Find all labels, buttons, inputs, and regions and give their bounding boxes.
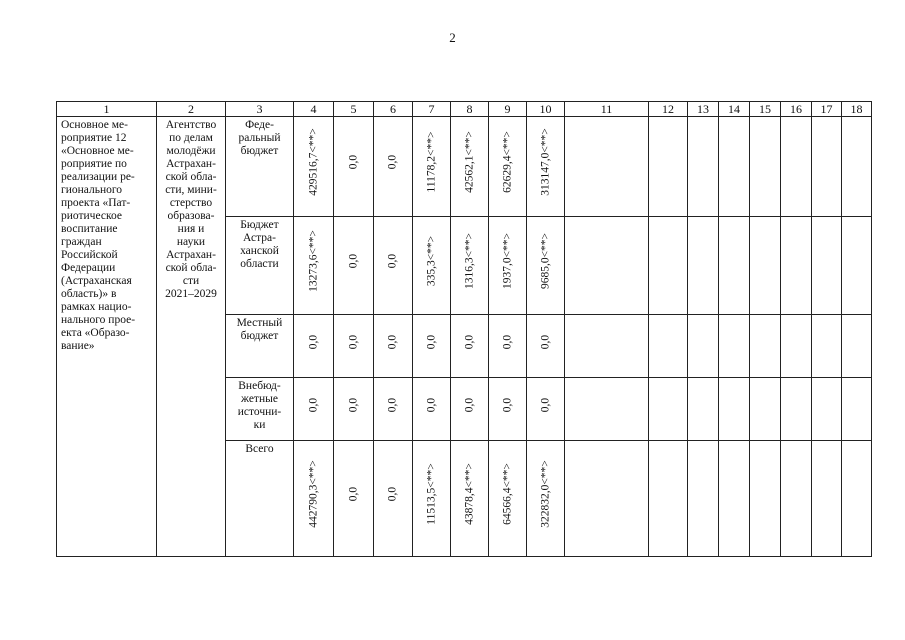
value-text: 62629,4<**> [501, 131, 513, 193]
text-line: роприятие 12 [61, 132, 127, 144]
header-cell: 14 [719, 102, 750, 117]
value-cell [489, 315, 527, 378]
text-line: Всего [245, 443, 274, 455]
header-cell: 12 [649, 102, 688, 117]
empty-cell [812, 217, 842, 315]
empty-cell [719, 315, 750, 378]
value-cell [334, 117, 374, 217]
value-text: 0,0 [386, 486, 399, 502]
value-cell [489, 441, 527, 557]
empty-cell [781, 217, 812, 315]
value-box [451, 121, 488, 203]
empty-cell [842, 117, 872, 217]
header-cell: 2 [157, 102, 226, 117]
value-box [334, 382, 373, 427]
text-line: Бюджет [240, 219, 279, 231]
value-cell [374, 441, 413, 557]
value-text: 0,0 [386, 154, 399, 170]
text-line: «Основное ме- [61, 145, 134, 157]
empty-cell [842, 217, 872, 315]
value-box [451, 382, 488, 427]
table-row [57, 117, 872, 217]
empty-cell [565, 217, 649, 315]
value-cell [374, 378, 413, 441]
value-box [294, 319, 333, 364]
value-box [374, 121, 412, 203]
funding-source-cell [226, 217, 294, 315]
empty-cell [812, 378, 842, 441]
text-line: Астрахан- [166, 249, 216, 261]
value-cell [374, 117, 413, 217]
value-box [294, 445, 333, 543]
value-box [334, 319, 373, 364]
header-cell: 4 [294, 102, 334, 117]
empty-cell [750, 217, 781, 315]
empty-cell [719, 441, 750, 557]
header-cell: 7 [413, 102, 451, 117]
value-text: 429516,7<**> [307, 128, 319, 196]
value-text: 335,3<**> [425, 235, 437, 287]
text-line: бюджет [240, 330, 279, 342]
text-line: по делам [169, 132, 213, 144]
value-text: 0,0 [347, 397, 359, 412]
value-text: 11513,5<**> [425, 463, 437, 525]
text-line: образова- [167, 210, 215, 222]
value-cell [413, 217, 451, 315]
value-cell [334, 217, 374, 315]
executor-cell [157, 117, 226, 557]
value-cell [489, 378, 527, 441]
value-text: 0,0 [347, 334, 359, 349]
value-cell [527, 117, 565, 217]
empty-cell [781, 117, 812, 217]
empty-cell [688, 315, 719, 378]
empty-cell [719, 217, 750, 315]
header-cell: 13 [688, 102, 719, 117]
value-cell [451, 378, 489, 441]
value-text: 13273,6<**> [307, 230, 319, 292]
value-cell [334, 378, 374, 441]
value-box [489, 221, 526, 301]
empty-cell [688, 441, 719, 557]
header-cell: 17 [812, 102, 842, 117]
empty-cell [812, 117, 842, 217]
value-cell [374, 315, 413, 378]
text-line: молодёжи [166, 145, 216, 157]
text-line: Федерации [61, 262, 116, 274]
value-box [374, 445, 412, 543]
text-line: науки [176, 236, 206, 248]
empty-cell [750, 441, 781, 557]
header-cell: 1 [57, 102, 157, 117]
text-line: Местный [236, 317, 283, 329]
header-row [57, 102, 872, 117]
value-text: 0,0 [501, 397, 513, 412]
value-box [374, 319, 412, 364]
value-text: 11178,2<**> [425, 131, 437, 193]
value-box [527, 445, 564, 543]
text-line: Феде- [245, 119, 274, 131]
value-cell [489, 117, 527, 217]
activity-cell [57, 117, 157, 557]
value-box [451, 319, 488, 364]
funding-source-cell [226, 378, 294, 441]
value-cell [451, 441, 489, 557]
value-cell [527, 378, 565, 441]
value-text: 0,0 [307, 334, 319, 349]
value-text: 0,0 [347, 154, 359, 170]
text-line: Внебюд- [238, 380, 281, 392]
text-line: ральный [238, 132, 281, 144]
header-cell: 18 [842, 102, 872, 117]
value-box [527, 221, 564, 301]
text-line: Астрахан- [166, 158, 216, 170]
value-text: 0,0 [501, 334, 513, 349]
value-text: 0,0 [347, 486, 359, 502]
value-cell [527, 217, 565, 315]
text-line: рамках нацио- [61, 301, 132, 313]
funding-source-cell [226, 117, 294, 217]
value-cell [527, 441, 565, 557]
value-box [413, 319, 450, 364]
value-cell [294, 315, 334, 378]
value-text: 0,0 [463, 334, 475, 349]
text-line: ской обла- [165, 171, 217, 183]
value-cell [451, 315, 489, 378]
empty-cell [649, 378, 688, 441]
value-cell [451, 217, 489, 315]
value-box [334, 445, 373, 543]
value-text: 0,0 [386, 253, 399, 269]
text-line: граждан [61, 236, 102, 248]
empty-cell [565, 315, 649, 378]
value-text: 0,0 [386, 397, 399, 412]
value-box [413, 221, 450, 301]
value-box [374, 382, 412, 427]
text-line: жетные [241, 393, 278, 405]
header-cell: 8 [451, 102, 489, 117]
text-line: нального прое- [61, 314, 136, 326]
value-box [413, 121, 450, 203]
value-text: 0,0 [347, 253, 359, 269]
value-text: 0,0 [463, 397, 475, 412]
empty-cell [565, 441, 649, 557]
value-text: 43878,4<**> [463, 463, 475, 525]
header-cell: 6 [374, 102, 413, 117]
value-box [527, 319, 564, 364]
text-line: риотическое [61, 210, 122, 222]
value-text: 0,0 [425, 397, 437, 412]
value-text: 442790,3<**> [307, 460, 319, 528]
value-text: 0,0 [539, 397, 551, 412]
text-line: ки [253, 419, 266, 431]
empty-cell [781, 378, 812, 441]
value-text: 322832,0<**> [539, 460, 551, 528]
header-cell: 11 [565, 102, 649, 117]
value-cell [294, 378, 334, 441]
value-cell [294, 217, 334, 315]
text-line: стерство [169, 197, 213, 209]
value-box [294, 382, 333, 427]
empty-cell [649, 315, 688, 378]
value-cell [334, 315, 374, 378]
header-cell: 5 [334, 102, 374, 117]
text-line: сти, мини- [165, 184, 217, 196]
text-line: проекта «Пат- [61, 197, 131, 209]
value-cell [451, 117, 489, 217]
empty-cell [565, 378, 649, 441]
text-line: бюджет [240, 145, 279, 157]
text-line: воспитание [61, 223, 118, 235]
value-box [334, 121, 373, 203]
empty-cell [812, 441, 842, 557]
empty-cell [719, 117, 750, 217]
funding-source-cell [226, 441, 294, 557]
value-box [489, 121, 526, 203]
value-box [294, 121, 333, 203]
value-cell [413, 117, 451, 217]
value-cell [413, 378, 451, 441]
empty-cell [750, 315, 781, 378]
value-text: 42562,1<**> [463, 131, 475, 193]
value-box [413, 445, 450, 543]
text-line: ния и [177, 223, 205, 235]
value-text: 1937,0<**> [501, 232, 513, 290]
text-line: область)» в [61, 288, 117, 300]
text-line: Агентство [165, 119, 217, 131]
empty-cell [649, 217, 688, 315]
value-box [489, 445, 526, 543]
text-line: екта «Образо- [61, 327, 130, 339]
empty-cell [781, 441, 812, 557]
empty-cell [842, 315, 872, 378]
value-cell [489, 217, 527, 315]
header-cell: 15 [750, 102, 781, 117]
value-box [527, 121, 564, 203]
value-cell [413, 315, 451, 378]
value-cell [527, 315, 565, 378]
text-line: сти [182, 275, 200, 287]
value-box [413, 382, 450, 427]
value-box [334, 221, 373, 301]
value-box [294, 221, 333, 301]
empty-cell [842, 441, 872, 557]
value-box [489, 319, 526, 364]
text-line: Российской [61, 249, 118, 261]
header-cell: 9 [489, 102, 527, 117]
header-cell: 10 [527, 102, 565, 117]
empty-cell [781, 315, 812, 378]
text-line: источни- [237, 406, 282, 418]
text-line: роприятие по [61, 158, 127, 170]
empty-cell [688, 217, 719, 315]
text-line: области [240, 258, 279, 270]
text-line: гионального [61, 184, 123, 196]
text-line: 2021–2029 [165, 288, 217, 300]
text-line: ской обла- [165, 262, 217, 274]
header-cell: 16 [781, 102, 812, 117]
empty-cell [842, 378, 872, 441]
empty-cell [649, 117, 688, 217]
value-text: 313147,0<**> [539, 128, 551, 196]
value-cell [334, 441, 374, 557]
value-text: 1316,3<**> [463, 232, 475, 290]
value-cell [374, 217, 413, 315]
empty-cell [565, 117, 649, 217]
empty-cell [719, 378, 750, 441]
text-line: (Астраханская [61, 275, 132, 287]
empty-cell [649, 441, 688, 557]
page-number: 2 [449, 30, 456, 45]
funding-source-cell [226, 315, 294, 378]
text-line: Астра- [243, 232, 276, 244]
value-text: 64566,4<**> [501, 463, 513, 525]
value-text: 0,0 [307, 397, 319, 412]
text-line: Основное ме- [61, 119, 128, 131]
value-cell [294, 441, 334, 557]
empty-cell [750, 117, 781, 217]
value-box [374, 221, 412, 301]
empty-cell [688, 378, 719, 441]
value-text: 0,0 [386, 334, 399, 349]
empty-cell [688, 117, 719, 217]
empty-cell [812, 315, 842, 378]
value-box [451, 445, 488, 543]
header-cell: 3 [226, 102, 294, 117]
value-cell [294, 117, 334, 217]
text-line: ханской [240, 245, 279, 257]
text-line: вание» [61, 340, 95, 352]
value-box [527, 382, 564, 427]
budget-table [56, 101, 872, 557]
value-box [489, 382, 526, 427]
value-box [451, 221, 488, 301]
value-text: 0,0 [425, 334, 437, 349]
empty-cell [750, 378, 781, 441]
value-text: 9685,0<**> [539, 232, 551, 290]
text-line: реализации ре- [61, 171, 135, 183]
value-cell [413, 441, 451, 557]
value-text: 0,0 [539, 334, 551, 349]
